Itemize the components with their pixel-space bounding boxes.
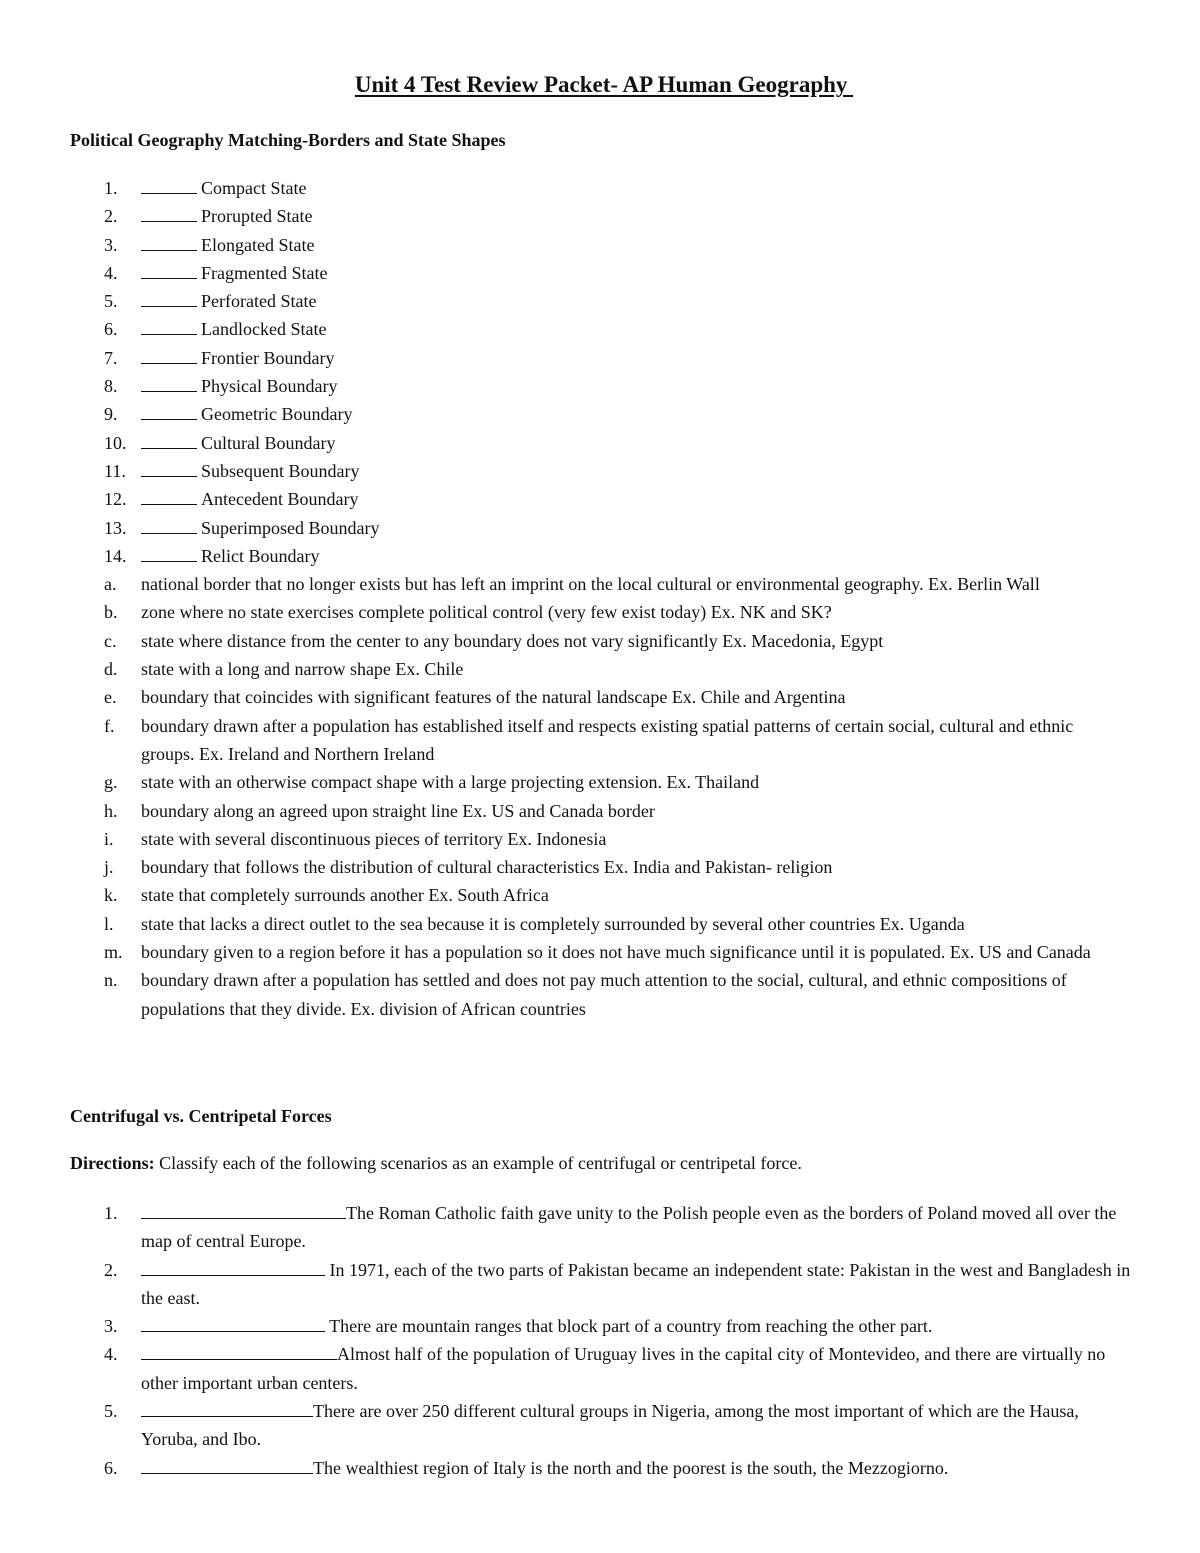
scenario-list: [0, 1199, 1131, 1482]
definition-item: [0, 655, 1131, 683]
term-label: Geometric Boundary: [201, 404, 353, 425]
answer-blank[interactable]: [141, 1398, 313, 1417]
definition-letter: i.: [104, 828, 114, 849]
term-item: [0, 485, 1131, 513]
definition-text: state with a long and narrow shape Ex. Chile: [141, 659, 464, 680]
section-heading-matching: Political Geography Matching-Borders and State Shapes: [70, 130, 506, 150]
answer-blank[interactable]: [141, 175, 197, 194]
answer-blank[interactable]: [141, 430, 197, 449]
answer-blank[interactable]: [141, 1341, 337, 1360]
term-label: Cultural Boundary: [201, 432, 336, 453]
answer-blank[interactable]: [141, 458, 197, 477]
term-number: 8.: [104, 376, 118, 397]
term-number: 14.: [104, 545, 127, 566]
definition-item: [0, 825, 1131, 853]
definition-item: [0, 881, 1131, 909]
scenario-item: [0, 1199, 1131, 1256]
term-label: Physical Boundary: [201, 376, 338, 397]
term-item: [0, 231, 1131, 259]
answer-blank[interactable]: [141, 486, 197, 505]
answer-blank[interactable]: [141, 515, 197, 534]
scenario-item: [0, 1256, 1131, 1313]
directions-label: Directions:: [70, 1153, 155, 1173]
answer-blank[interactable]: [141, 203, 197, 222]
answer-blank[interactable]: [141, 1455, 313, 1474]
definition-text: zone where no state exercises complete political control (very few exist today) Ex. NK and SK?: [141, 602, 832, 623]
definition-letter: h.: [104, 800, 118, 821]
term-item: [0, 400, 1131, 428]
answer-blank[interactable]: [141, 288, 197, 307]
scenario-item: [0, 1312, 1131, 1340]
term-label: Landlocked State: [201, 319, 327, 340]
term-item: [0, 542, 1131, 570]
definition-item: [0, 768, 1131, 796]
term-number: 10.: [104, 432, 127, 453]
answer-blank[interactable]: [141, 260, 197, 279]
definition-letter: b.: [104, 602, 118, 623]
term-item: [0, 259, 1131, 287]
answer-blank[interactable]: [141, 345, 197, 364]
directions: [70, 1153, 802, 1174]
definition-item: [0, 627, 1131, 655]
scenario-item: [0, 1397, 1131, 1454]
term-number: 3.: [104, 234, 118, 255]
scenario-text: The Roman Catholic faith gave unity to the Polish people even as the borders of Poland moved all over the map of central Europe.: [141, 1203, 1117, 1252]
scenario-number: 2.: [104, 1259, 118, 1280]
definition-text: boundary drawn after a population has settled and does not pay much attention to the social, cultural, and ethnic compositions of populations that they divide. Ex. division of African countries: [141, 970, 1067, 1019]
definition-item: [0, 570, 1131, 598]
term-label: Subsequent Boundary: [201, 460, 360, 481]
term-number: 5.: [104, 291, 118, 312]
definition-text: boundary drawn after a population has established itself and respects existing spatial patterns of certain social, cultural and ethnic groups. Ex. Ireland and Northern Ireland: [141, 715, 1074, 764]
definition-letter: n.: [104, 970, 118, 991]
scenario-item: [0, 1340, 1131, 1397]
term-item: [0, 287, 1131, 315]
term-label: Superimposed Boundary: [201, 517, 380, 538]
definition-text: boundary that coincides with significant features of the natural landscape Ex. Chile and Argentina: [141, 687, 846, 708]
answer-blank[interactable]: [141, 373, 197, 392]
definition-item: [0, 938, 1131, 966]
definition-item: [0, 683, 1131, 711]
definition-letter: j.: [104, 857, 114, 878]
term-label: Prorupted State: [201, 206, 313, 227]
definition-item: [0, 712, 1131, 769]
definition-letter: m.: [104, 942, 123, 963]
term-item: [0, 429, 1131, 457]
definition-letter: g.: [104, 772, 118, 793]
term-item: [0, 372, 1131, 400]
page-title: Unit 4 Test Review Packet- AP Human Geography: [354, 72, 854, 97]
definition-text: state with several discontinuous pieces of territory Ex. Indonesia: [141, 828, 607, 849]
definition-letter: k.: [104, 885, 118, 906]
scenario-number: 6.: [104, 1457, 118, 1478]
term-label: Fragmented State: [201, 262, 328, 283]
definition-text: boundary given to a region before it has a population so it does not have much significance until it is populated. Ex. US and Canada: [141, 942, 1091, 963]
scenario-number: 4.: [104, 1344, 118, 1365]
scenario-text: There are over 250 different cultural groups in Nigeria, among the most important of which are the Hausa, Yoruba, and Ibo.: [141, 1401, 1079, 1450]
definition-letter: c.: [104, 630, 117, 651]
definition-text: boundary along an agreed upon straight line Ex. US and Canada border: [141, 800, 655, 821]
answer-blank[interactable]: [141, 543, 197, 562]
scenario-text: The wealthiest region of Italy is the north and the poorest is the south, the Mezzogiorno.: [313, 1457, 949, 1478]
term-item: [0, 202, 1131, 230]
term-number: 1.: [104, 178, 118, 198]
term-item: [0, 315, 1131, 343]
term-number: 13.: [104, 517, 127, 538]
term-number: 4.: [104, 262, 118, 283]
definition-letter: e.: [104, 687, 117, 708]
term-number: 7.: [104, 347, 118, 368]
term-label: Perforated State: [201, 291, 317, 312]
scenario-text: In 1971, each of the two parts of Pakistan became an independent state: Pakistan in the west and Bangladesh in the east.: [141, 1259, 1131, 1308]
term-item: [0, 174, 1131, 202]
term-number: 11.: [104, 460, 126, 481]
definition-item: [0, 966, 1131, 1023]
definition-item: [0, 797, 1131, 825]
term-item: [0, 344, 1131, 372]
scenario-number: 5.: [104, 1401, 118, 1422]
scenario-number: 1.: [104, 1203, 118, 1223]
term-number: 12.: [104, 489, 127, 510]
scenario-number: 3.: [104, 1316, 118, 1337]
answer-blank[interactable]: [141, 232, 197, 251]
term-label: Elongated State: [201, 234, 315, 255]
term-number: 6.: [104, 319, 118, 340]
term-number: 9.: [104, 404, 118, 425]
term-number: 2.: [104, 206, 118, 227]
scenario-item: [0, 1454, 1131, 1482]
definition-text: state that lacks a direct outlet to the sea because it is completely surrounded by several other countries Ex. Uganda: [141, 913, 965, 934]
term-item: [0, 514, 1131, 542]
term-label: Frontier Boundary: [201, 347, 335, 368]
definition-letter: a.: [104, 574, 117, 595]
term-label: Compact State: [201, 178, 307, 198]
definition-text: national border that no longer exists but has left an imprint on the local cultural or environmental geography. Ex. Berlin Wall: [141, 574, 1040, 595]
term-item: [0, 457, 1131, 485]
answer-blank[interactable]: [141, 1313, 325, 1332]
definition-text: state that completely surrounds another Ex. South Africa: [141, 885, 549, 906]
answer-blank[interactable]: [141, 401, 197, 420]
scenario-text: There are mountain ranges that block part of a country from reaching the other part.: [325, 1316, 933, 1337]
directions-text: Classify each of the following scenarios as an example of centrifugal or centripetal force.: [154, 1153, 802, 1173]
answer-blank[interactable]: [141, 1200, 346, 1219]
matching-terms-list: [0, 174, 1131, 1023]
definition-text: state with an otherwise compact shape with a large projecting extension. Ex. Thailand: [141, 772, 760, 793]
definition-letter: f.: [104, 715, 115, 736]
definition-item: [0, 910, 1131, 938]
definition-letter: d.: [104, 659, 118, 680]
term-label: Antecedent Boundary: [201, 489, 359, 510]
definition-item: [0, 853, 1131, 881]
answer-blank[interactable]: [141, 316, 197, 335]
scenario-text: Almost half of the population of Uruguay lives in the capital city of Montevideo, and there are virtually no other important urban centers.: [141, 1344, 1106, 1393]
answer-blank[interactable]: [141, 1257, 325, 1276]
definition-text: state where distance from the center to any boundary does not vary significantly Ex. Macedonia, Egypt: [141, 630, 884, 651]
definition-item: [0, 598, 1131, 626]
definition-letter: l.: [104, 913, 114, 934]
term-label: Relict Boundary: [201, 545, 320, 566]
section-heading-forces: Centrifugal vs. Centripetal Forces: [70, 1106, 332, 1126]
definition-text: boundary that follows the distribution of cultural characteristics Ex. India and Pakistan- religion: [141, 857, 833, 878]
